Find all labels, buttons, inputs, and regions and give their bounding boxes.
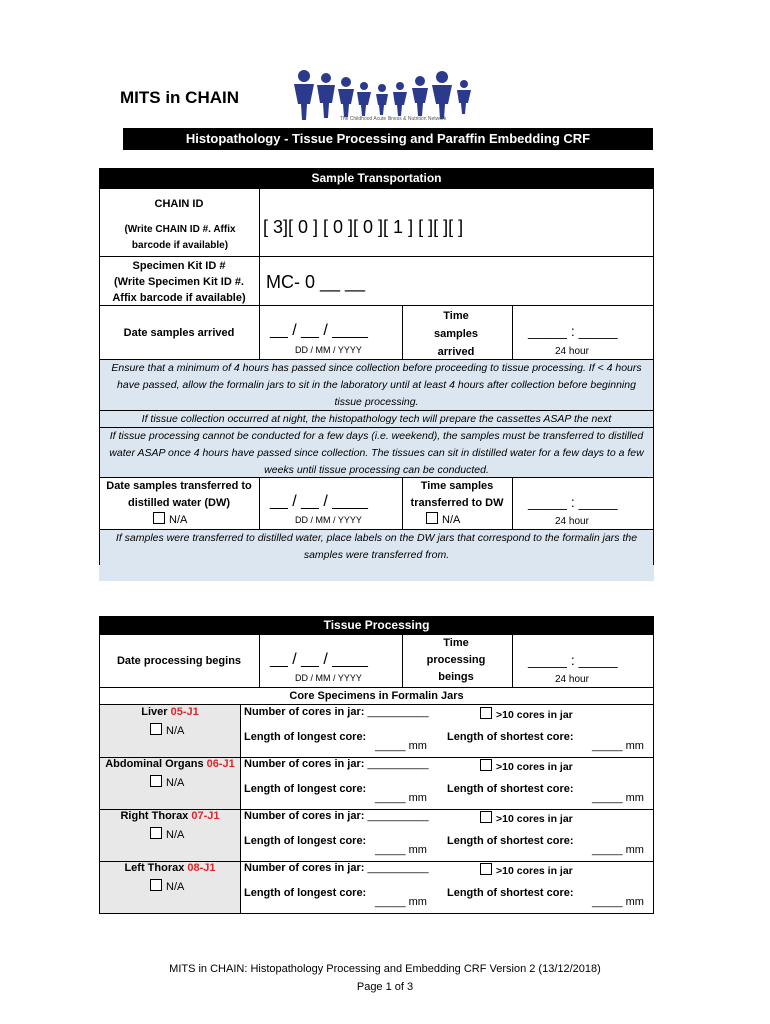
na-checkbox[interactable]: [150, 879, 162, 891]
date-arrived-label: Date samples arrived: [123, 327, 235, 339]
shortest-core-field[interactable]: _____ mm: [592, 740, 644, 752]
time-format-hint: 24 hour: [555, 516, 589, 527]
over10-option[interactable]: >10 cores in jar: [480, 759, 573, 773]
over10-option[interactable]: >10 cores in jar: [480, 707, 573, 721]
specimen-code: 07-J1: [191, 810, 220, 822]
specimen-name: Abdominal Organs 06-J1: [105, 758, 235, 770]
specimen-kit-hint: (Write Specimen Kit ID #. Affix barcode if available): [112, 276, 246, 304]
time-format-hint: 24 hour: [555, 346, 589, 357]
specimen-kit-label: Specimen Kit ID #: [132, 260, 226, 272]
dw-date-na[interactable]: N/A: [153, 512, 187, 526]
na-checkbox[interactable]: [426, 512, 438, 524]
over10-checkbox[interactable]: [480, 863, 492, 875]
person-icon: [294, 70, 314, 120]
date-format-hint: DD / MM / YYYY: [295, 515, 362, 525]
date-arrived-field[interactable]: __ / __ / ____: [270, 322, 368, 339]
shortest-core-field[interactable]: _____ mm: [592, 792, 644, 804]
specimen-code: 05-J1: [170, 706, 199, 718]
longest-core-field[interactable]: _____ mm: [375, 896, 427, 908]
na-checkbox[interactable]: [150, 827, 162, 839]
longest-core-label: Length of longest core:: [244, 835, 367, 847]
time-arrived-field[interactable]: _____ : _____: [528, 323, 618, 339]
longest-core-field[interactable]: _____ mm: [375, 740, 427, 752]
chain-id-hint: (Write CHAIN ID #. Affix barcode if available): [124, 224, 236, 251]
cores-label: Number of cores in jar: __________: [244, 758, 429, 770]
footer-version: MITS in CHAIN: Histopathology Processing and Embedding CRF Version 2 (13/12/2018): [169, 963, 601, 975]
cores-field[interactable]: __________: [367, 758, 429, 770]
specimen-name: Left Thorax 08-J1: [124, 862, 216, 874]
specimen-na[interactable]: N/A: [150, 879, 184, 893]
na-checkbox[interactable]: [150, 775, 162, 787]
processing-date-field[interactable]: __ / __ / ____: [270, 651, 368, 668]
date-format-hint: DD / MM / YYYY: [295, 673, 362, 683]
longest-core-field[interactable]: _____ mm: [375, 844, 427, 856]
over10-checkbox[interactable]: [480, 759, 492, 771]
dw-time-label: Time samples transferred to DW: [410, 480, 504, 509]
specimen-kit-field[interactable]: MC- 0 __ __: [266, 272, 366, 292]
chain-id-field[interactable]: [ 3][ 0 ] [ 0 ][ 0 ][ 1 ] [ ][ ][ ]: [263, 217, 464, 237]
shortest-core-label: Length of shortest core:: [447, 731, 574, 743]
specimen-na[interactable]: N/A: [150, 775, 184, 789]
specimen-code: 06-J1: [206, 758, 235, 770]
page-title: MITS in CHAIN: [120, 88, 239, 107]
transport-footer-band: [99, 565, 654, 581]
shortest-core-field[interactable]: _____ mm: [592, 844, 644, 856]
processing-time-field[interactable]: _____ : _____: [528, 652, 618, 668]
cores-label: Number of cores in jar: __________: [244, 810, 429, 822]
logo-caption: The Childhood Acute Illness & Nutrition Network: [339, 116, 447, 122]
shortest-core-field[interactable]: _____ mm: [592, 896, 644, 908]
chain-id-label: CHAIN ID: [154, 198, 204, 210]
time-arrived-label: Time samples arrived: [433, 310, 479, 358]
cores-field[interactable]: __________: [367, 706, 429, 718]
form-banner: Histopathology - Tissue Processing and Paraffin Embedding CRF: [123, 128, 653, 150]
time-format-hint: 24 hour: [555, 674, 589, 685]
longest-core-label: Length of longest core:: [244, 783, 367, 795]
specimen-name: Right Thorax 07-J1: [120, 810, 220, 822]
note-minimum-hours: Ensure that a minimum of 4 hours has passed since collection before proceeding to tissue processing. If < 4 hours have passed, allow the formalin jars to sit in the laboratory until at least 4 hours after collection before beginning tissue processing.: [100, 360, 653, 410]
note-dw-labels: If samples were transferred to distilled water, place labels on the DW jars that correspond to the formalin jars the samples were transferred from.: [100, 530, 653, 580]
shortest-core-label: Length of shortest core:: [447, 835, 574, 847]
longest-core-label: Length of longest core:: [244, 887, 367, 899]
over10-checkbox[interactable]: [480, 811, 492, 823]
over10-option[interactable]: >10 cores in jar: [480, 863, 573, 877]
longest-core-label: Length of longest core:: [244, 731, 367, 743]
date-format-hint: DD / MM / YYYY: [295, 345, 362, 355]
section-heading-processing: Tissue Processing: [99, 616, 654, 634]
over10-checkbox[interactable]: [480, 707, 492, 719]
dw-date-field[interactable]: __ / __ / ____: [270, 493, 368, 510]
shortest-core-label: Length of shortest core:: [447, 783, 574, 795]
processing-time-label: Time processing beings: [426, 637, 486, 683]
dw-time-field[interactable]: _____ : _____: [528, 494, 618, 510]
na-checkbox[interactable]: [153, 512, 165, 524]
longest-core-field[interactable]: _____ mm: [375, 792, 427, 804]
cores-field[interactable]: __________: [367, 810, 429, 822]
dw-time-na[interactable]: N/A: [426, 512, 460, 526]
footer-page: Page 1 of 3: [356, 981, 414, 993]
specimen-code: 08-J1: [187, 862, 216, 874]
cores-label: Number of cores in jar: __________: [244, 862, 429, 874]
specimen-na[interactable]: N/A: [150, 723, 184, 737]
specimen-na[interactable]: N/A: [150, 827, 184, 841]
shortest-core-label: Length of shortest core:: [447, 887, 574, 899]
note-distilled-water: If tissue processing cannot be conducted for a few days (i.e. weekend), the samples must be transferred to distilled water ASAP once 4 hours have passed since collection. The tissues can sit in distilled water for a few days to a few weeks until tissue processing can be conducted.: [100, 428, 653, 477]
cores-field[interactable]: __________: [367, 862, 429, 874]
core-specimens-heading: Core Specimens in Formalin Jars: [289, 690, 464, 702]
section-heading-transport: Sample Transportation: [99, 168, 654, 188]
na-checkbox[interactable]: [150, 723, 162, 735]
dw-date-label: Date samples transferred to distilled water (DW): [106, 480, 252, 509]
over10-option[interactable]: >10 cores in jar: [480, 811, 573, 825]
specimen-name: Liver 05-J1: [141, 706, 199, 718]
processing-date-label: Date processing begins: [116, 655, 242, 667]
note-night-collection: If tissue collection occurred at night, the histopathology tech will prepare the cassettes ASAP the next: [100, 411, 653, 428]
cores-label: Number of cores in jar: __________: [244, 706, 429, 718]
